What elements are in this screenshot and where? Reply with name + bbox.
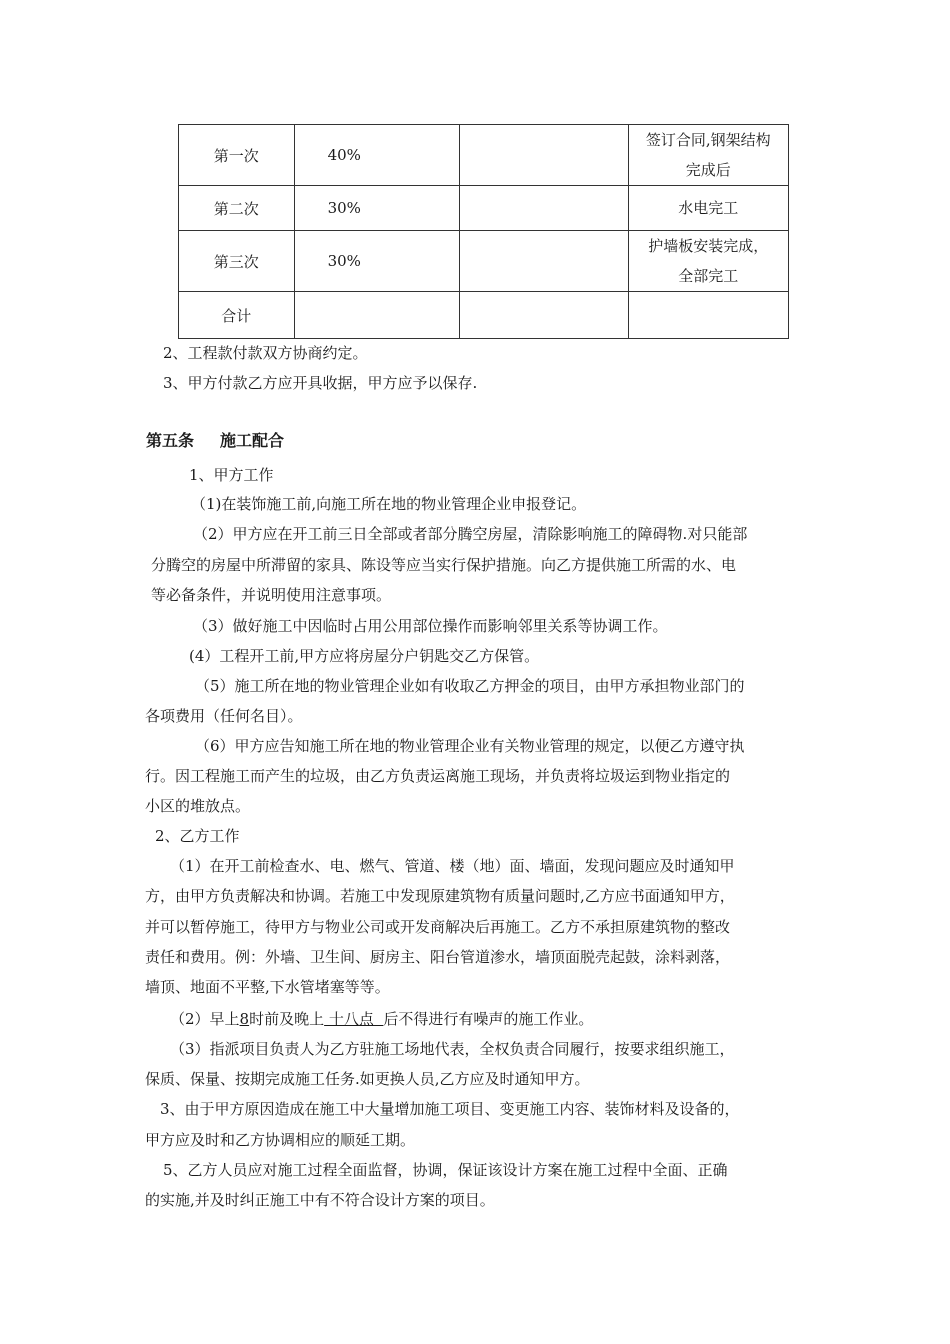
condition-line: 水电完工 xyxy=(678,199,739,217)
paragraph-line: 各项费用（任何名目）。 xyxy=(145,707,303,725)
section-heading xyxy=(146,428,284,451)
paragraph-line: (4）工程开工前,甲方应将房屋分户钥匙交乙方保管。 xyxy=(189,647,540,665)
paragraph-line: （1)在装饰施工前,向施工所在地的物业管理企业申报登记。 xyxy=(191,495,587,513)
condition-cell xyxy=(628,292,789,339)
condition-line: 签订合同,钢架结构 xyxy=(645,131,771,149)
paragraph-line: 甲方应及时和乙方协调相应的顺延工期。 xyxy=(145,1131,416,1149)
paragraph-line: （3）指派项目负责人为乙方驻施工场地代表，全权负责合同履行，按要求组织施工， xyxy=(170,1040,735,1058)
evening-time-field: 十八点 xyxy=(324,1010,384,1028)
noise-rule-prefix: （2）早上 xyxy=(170,1010,240,1028)
payment-schedule-table xyxy=(178,124,789,339)
paragraph-line: 分腾空的房屋中所滞留的家具、陈设等应当实行保护措施。向乙方提供施工所需的水、电 xyxy=(151,556,737,574)
condition-line: 全部完工 xyxy=(678,267,739,285)
condition-cell xyxy=(628,125,789,186)
morning-time-field: 8 xyxy=(239,1010,250,1028)
paragraph-line: （6）甲方应告知施工所在地的物业管理企业有关物业管理的规定，以便乙方遵守执 xyxy=(195,737,745,755)
paragraph-line: 责任和费用。例：外墙、卫生间、厨房主、阳台管道渗水，墙顶面脱壳起鼓，涂料剥落， xyxy=(145,948,731,966)
paragraph-line: （3）做好施工中因临时占用公用部位操作而影响邻里关系等协调工作。 xyxy=(193,617,668,635)
paragraph-line: 墙顶、地面不平整,下水管堵塞等等。 xyxy=(145,978,390,996)
subheading-party-a: 1、甲方工作 xyxy=(189,466,274,484)
paragraph-line: （2）甲方应在开工前三日全部或者部分腾空房屋，清除影响施工的障碍物.对只能部 xyxy=(193,525,748,543)
amount-cell xyxy=(460,231,628,292)
amount-cell xyxy=(460,186,628,231)
condition-line: 完成后 xyxy=(685,161,731,179)
table-row xyxy=(179,125,789,186)
condition-cell xyxy=(628,186,789,231)
paragraph-line: （5）施工所在地的物业管理企业如有收取乙方押金的项目，由甲方承担物业部门的 xyxy=(195,677,745,695)
paragraph-line: 的实施,并及时纠正施工中有不符合设计方案的项目。 xyxy=(145,1191,495,1209)
percent-cell: 40% xyxy=(294,125,460,186)
table-row xyxy=(179,186,789,231)
condition-cell xyxy=(628,231,789,292)
percent-cell: 30% xyxy=(294,231,460,292)
percent-cell xyxy=(294,292,460,339)
paragraph-line: 等必备条件，并说明使用注意事项。 xyxy=(151,586,392,604)
section-title: 施工配合 xyxy=(220,431,285,450)
paragraph-line: 2、工程款付款双方协商约定。 xyxy=(163,344,368,362)
percent-cell: 30% xyxy=(294,186,460,231)
stage-cell: 第三次 xyxy=(179,231,295,292)
noise-rule-suffix: 后不得进行有噪声的施工作业。 xyxy=(383,1010,594,1028)
table-row xyxy=(179,231,789,292)
section-number: 第五条 xyxy=(146,431,195,450)
paragraph-line: 小区的堆放点。 xyxy=(145,797,251,815)
paragraph-line: 5、乙方人员应对施工过程全面监督，协调，保证该设计方案在施工过程中全面、正确 xyxy=(163,1161,728,1179)
stage-cell: 合计 xyxy=(179,292,295,339)
condition-line: 护墙板安装完成， xyxy=(648,237,769,255)
paragraph-line: 保质、保量、按期完成施工任务.如更换人员,乙方应及时通知甲方。 xyxy=(145,1070,590,1088)
paragraph-line: 并可以暂停施工，待甲方与物业公司或开发商解决后再施工。乙方不承担原建筑物的整改 xyxy=(145,918,731,936)
paragraph-line: 3、由于甲方原因造成在施工中大量增加施工项目、变更施工内容、装饰材料及设备的， xyxy=(160,1100,740,1118)
noise-rule-middle: 时前及晚上 xyxy=(249,1010,325,1028)
stage-cell: 第二次 xyxy=(179,186,295,231)
table-row xyxy=(179,292,789,339)
amount-cell xyxy=(460,125,628,186)
stage-cell: 第一次 xyxy=(179,125,295,186)
subheading-party-b: 2、乙方工作 xyxy=(155,827,240,845)
paragraph-line: 方，由甲方负责解决和协调。若施工中发现原建筑物有质量问题时,乙方应书面通知甲方， xyxy=(145,887,735,905)
noise-rule-line xyxy=(170,1009,593,1029)
paragraph-line: （1）在开工前检查水、电、燃气、管道、楼（地）面、墙面，发现问题应及时通知甲 xyxy=(170,857,735,875)
amount-cell xyxy=(460,292,628,339)
paragraph-line: 3、甲方付款乙方应开具收据，甲方应予以保存. xyxy=(163,374,478,392)
paragraph-line: 行。因工程施工而产生的垃圾，由乙方负责运离施工现场，并负责将垃圾运到物业指定的 xyxy=(145,767,731,785)
